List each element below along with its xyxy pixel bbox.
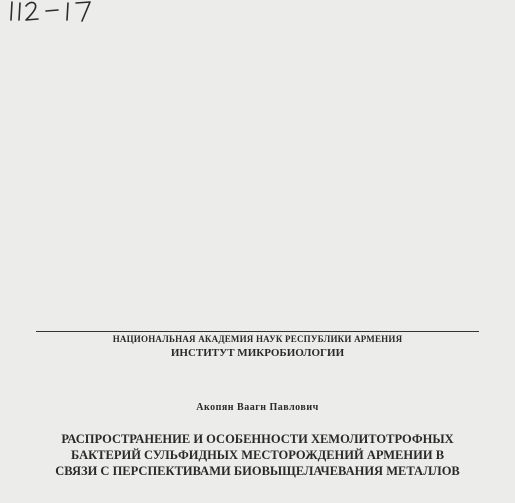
russian-title-line-1: РАСПРОСТРАНЕНИЕ И ОСОБЕННОСТИ ХЕМОЛИТОТРОФНЫХ <box>61 432 454 446</box>
russian-institute-heading: ИНСТИТУТ МИКРОБИОЛОГИИ <box>170 347 345 359</box>
handwritten-mark <box>8 0 94 24</box>
russian-author-name: Акопян Ваагн Павлович <box>196 402 319 413</box>
russian-title-line-3: СВЯЗИ С ПЕРСПЕКТИВАМИ БИОВЫЩЕЛАЧЕВАНИЯ МЕТАЛЛОВ <box>55 464 460 478</box>
russian-academy-heading: НАЦИОНАЛЬНАЯ АКАДЕМИЯ НАУК РЕСПУБЛИКИ АРМЕНИЯ <box>112 334 403 344</box>
russian-title-line-2: БАКТЕРИЙ СУЛЬФИДНЫХ МЕСТОРОЖДЕНИЙ АРМЕНИИ В <box>70 448 445 462</box>
section-divider <box>36 331 479 332</box>
